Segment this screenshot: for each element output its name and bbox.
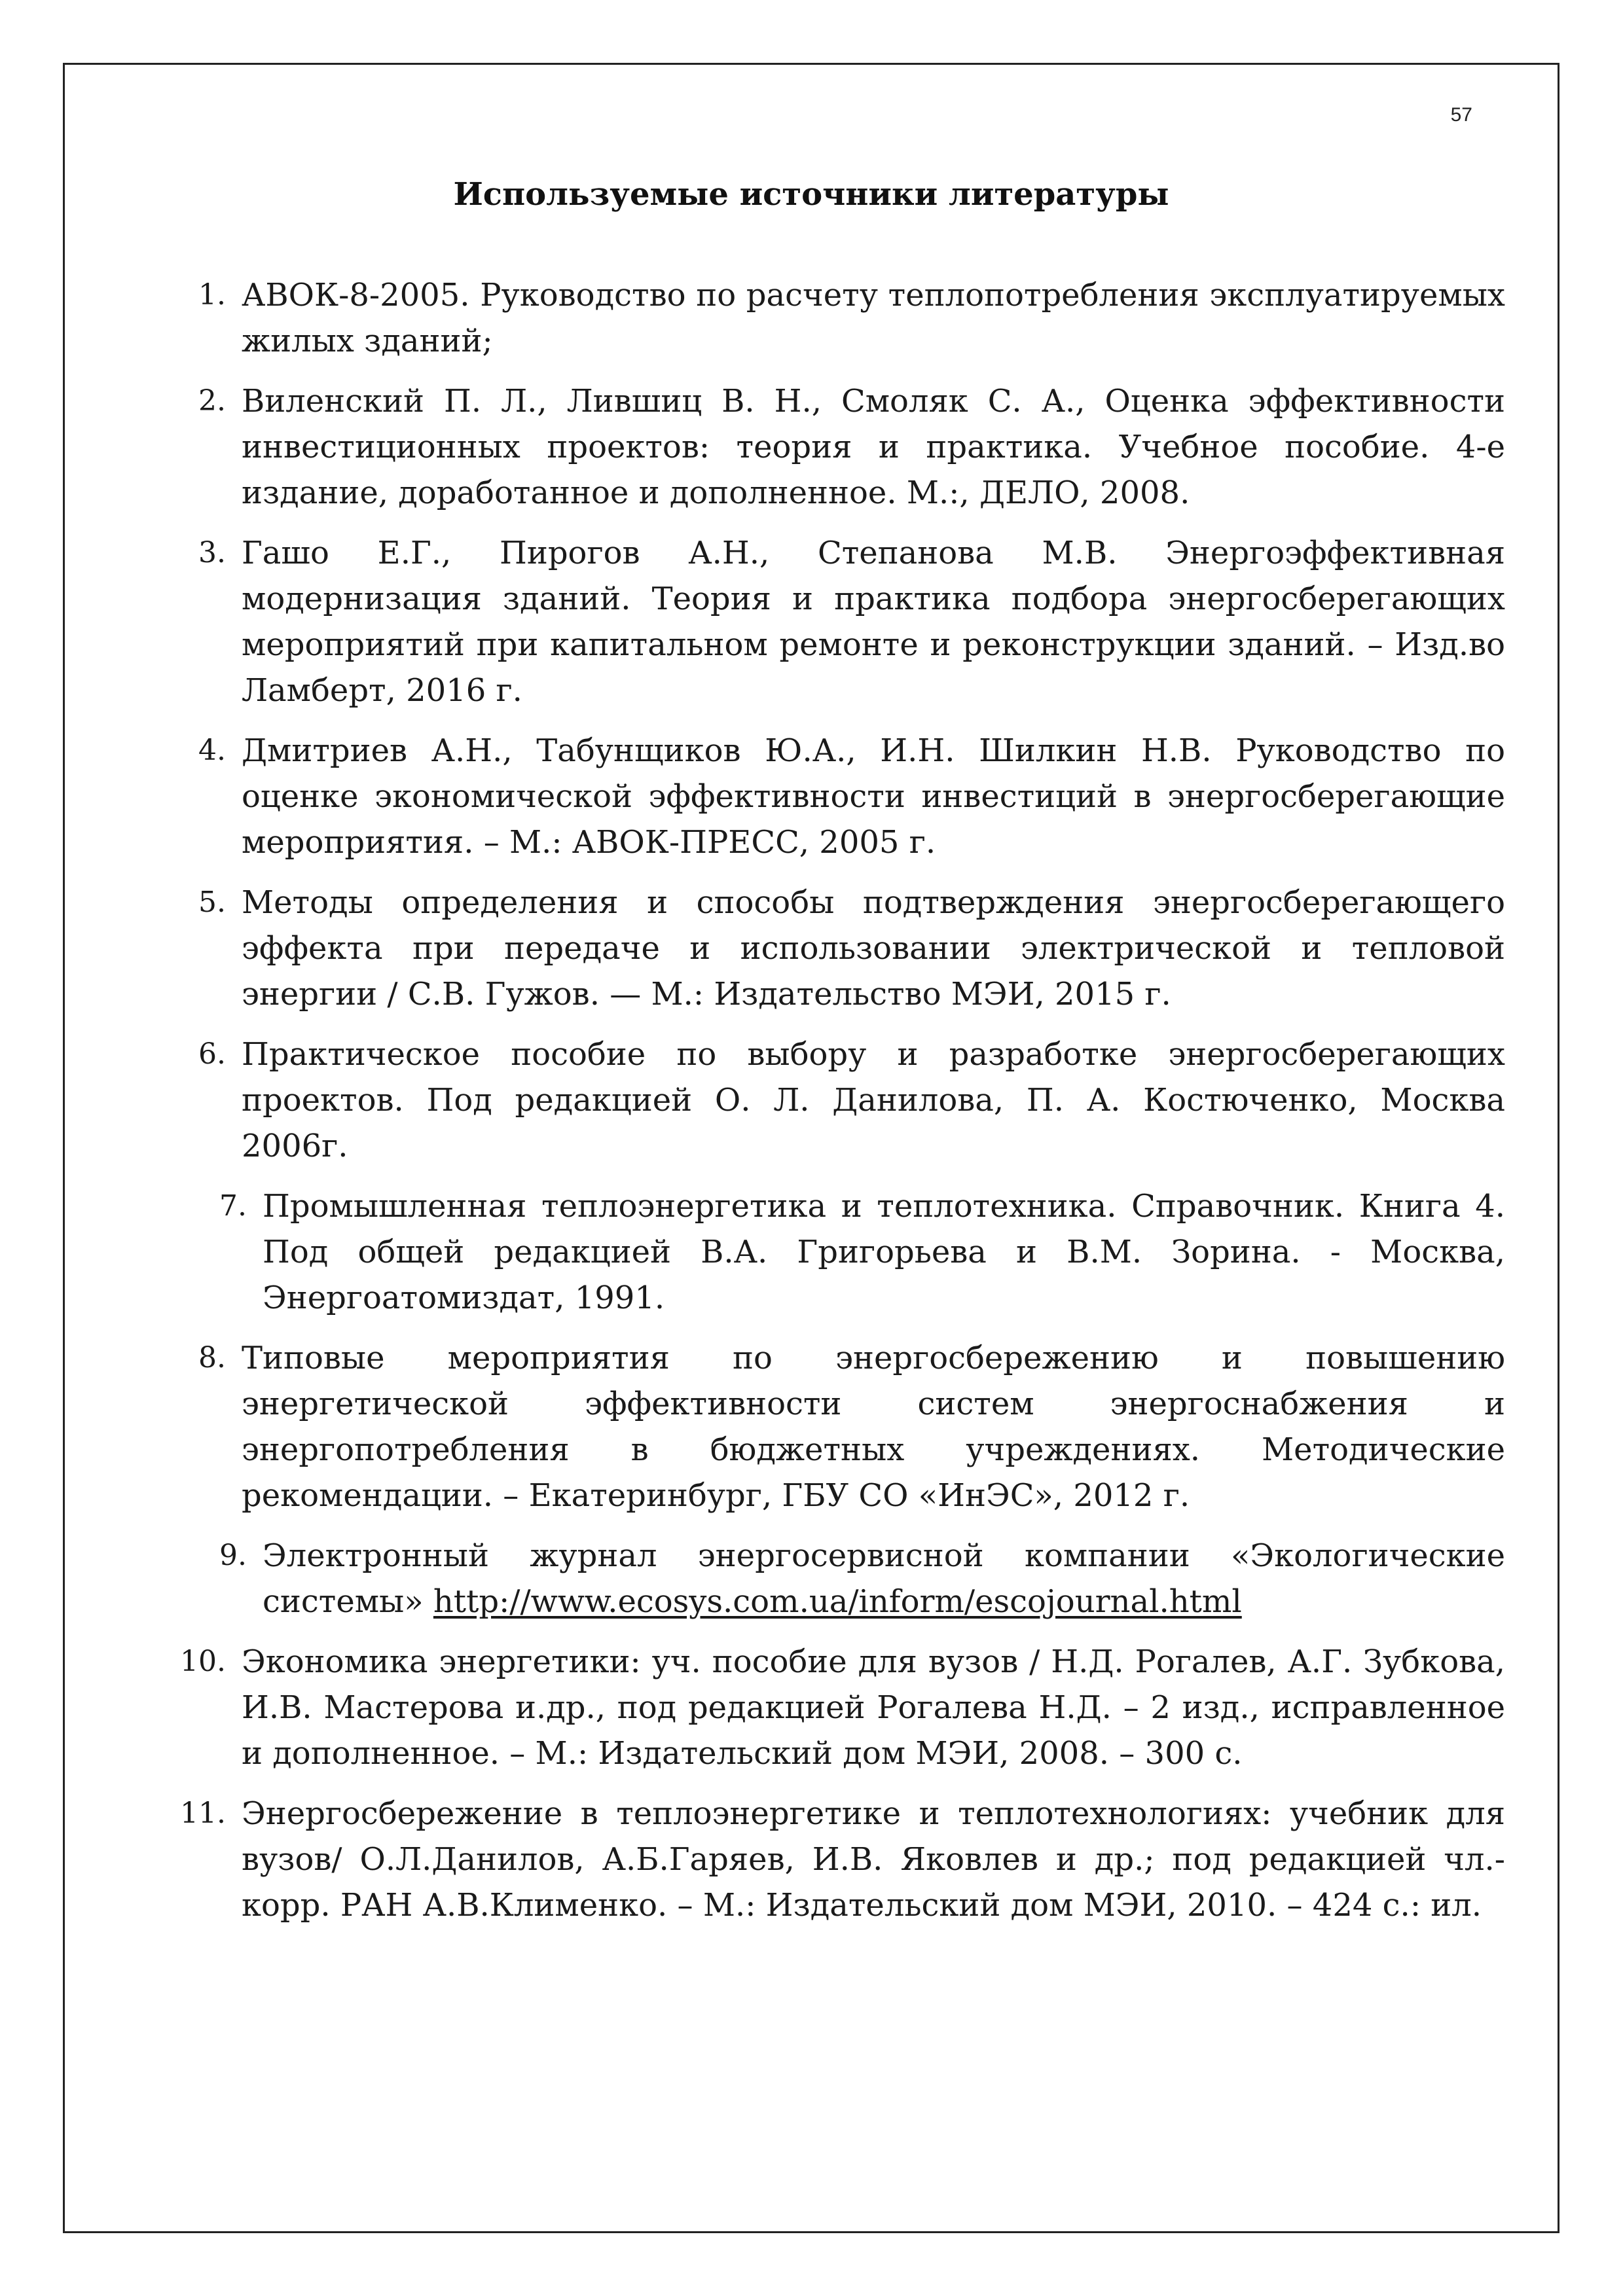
reference-number: 1. xyxy=(198,278,226,312)
reference-number: 7. xyxy=(219,1189,247,1223)
reference-text: Виленский П. Л., Лившиц В. Н., Смоляк С. А., Оценка эффективности инвестиционных проектов: теория и практика. Учебное пособие. 4-е издание, доработанное и дополненное. М.:, ДЕЛО, 2008. xyxy=(242,383,1505,511)
reference-item xyxy=(198,378,1505,516)
reference-text: АВОК-8-2005. Руководство по расчету теплопотребления эксплуатируемых жилых зданий; xyxy=(242,277,1505,359)
reference-text: Энергосбережение в теплоэнергетике и теплотехнологиях: учебник для вузов/ О.Л.Данилов, А.Б.Гаряев, И.В. Яковлев и др.; под редакцией чл.-корр. РАН А.В.Клименко. – М.: Издательский дом МЭИ, 2010. – 424 с.: ил. xyxy=(242,1795,1505,1924)
reference-number: 3. xyxy=(198,536,226,569)
reference-text: Гашо Е.Г., Пирогов А.Н., Степанова М.В. Энергоэффективная модернизация зданий. Теория и практика подбора энергосберегающих мероприятий при капитальном ремонте и реконструкции зданий. – Изд.во Ламберт, 2016 г. xyxy=(242,535,1505,709)
reference-number: 5. xyxy=(198,886,226,919)
reference-item xyxy=(198,728,1505,865)
reference-list xyxy=(180,272,1505,1943)
reference-item xyxy=(198,530,1505,713)
reference-item xyxy=(180,1791,1505,1928)
reference-number: 6. xyxy=(198,1037,226,1071)
reference-number: 4. xyxy=(198,734,226,767)
reference-text: Методы определения и способы подтверждения энергосберегающего эффекта при передаче и использовании электрической и тепловой энергии / С.В. Гужов. — М.: Издательство МЭИ, 2015 г. xyxy=(242,884,1505,1013)
reference-text: Дмитриев А.Н., Табунщиков Ю.А., И.Н. Шилкин Н.В. Руководство по оценке экономической эффективности инвестиций в энергосберегающие мероприятия. – М.: АВОК-ПРЕСС, 2005 г. xyxy=(242,732,1505,861)
reference-text xyxy=(263,1533,1505,1624)
page-title: Используемые источники литературы xyxy=(453,176,1169,213)
reference-text: Экономика энергетики: уч. пособие для вузов / Н.Д. Рогалев, А.Г. Зубкова, И.В. Мастерова и.др., под редакцией Рогалева Н.Д. – 2 изд., исправленное и дополненное. – М.: Издательский дом МЭИ, 2008. – 300 с. xyxy=(242,1643,1505,1772)
ecosys-journal-link[interactable]: http://www.ecosys.com.ua/inform/escojournal.html xyxy=(433,1583,1242,1620)
reference-number: 10. xyxy=(180,1645,226,1678)
reference-text: Типовые мероприятия по энергосбережению и повышению энергетической эффективности систем энергоснабжения и энергопотребления в бюджетных учреждениях. Методические рекомендации. – Екатеринбург, ГБУ СО «ИнЭС», 2012 г. xyxy=(242,1340,1505,1514)
page-frame xyxy=(63,63,1559,2233)
reference-item xyxy=(219,1533,1505,1624)
reference-text: Практическое пособие по выбору и разработке энергосберегающих проектов. Под редакцией О. Л. Данилова, П. А. Костюченко, Москва 2006г. xyxy=(242,1036,1505,1164)
page-number: 57 xyxy=(1450,104,1472,126)
reference-text: Промышленная теплоэнергетика и теплотехника. Справочник. Книга 4. Под общей редакцией В.А. Григорьева и В.М. Зорина. - Москва, Энергоатомиздат, 1991. xyxy=(263,1188,1505,1316)
reference-number: 9. xyxy=(219,1539,247,1572)
reference-item xyxy=(198,1031,1505,1169)
reference-number: 11. xyxy=(180,1797,226,1830)
reference-item xyxy=(198,272,1505,364)
reference-text-prefix: Электронный журнал энергосервисной компании «Экологические системы» xyxy=(263,1537,1505,1620)
reference-item xyxy=(180,1639,1505,1776)
reference-item xyxy=(219,1183,1505,1321)
reference-number: 2. xyxy=(198,384,226,418)
reference-item xyxy=(198,1335,1505,1518)
reference-item xyxy=(198,880,1505,1017)
reference-number: 8. xyxy=(198,1341,226,1374)
